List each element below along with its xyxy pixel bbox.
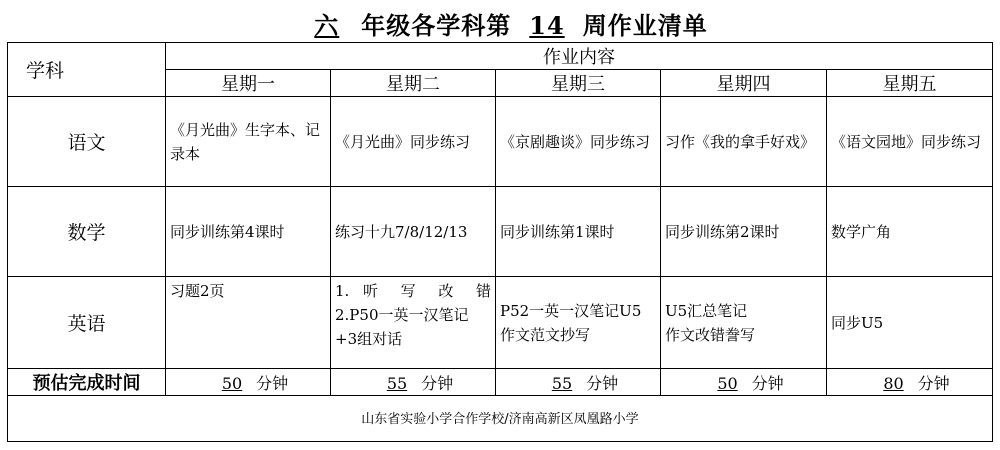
homework-line: U5汇总笔记 (665, 301, 748, 320)
homework-cell: 习作《我的拿手好戏》 (661, 97, 827, 187)
homework-cell: 同步训练第2课时 (661, 187, 827, 277)
homework-cell: 《月光曲》生字本、记录本 (166, 97, 331, 187)
time-value: 55 (551, 373, 573, 393)
school-footer: 山东省实验小学合作学校/济南高新区凤凰路小学 (361, 412, 639, 427)
day-header: 星期五 (827, 70, 993, 97)
homework-cell (827, 277, 993, 369)
time-cell (661, 369, 827, 396)
subject-english: 英语 (8, 277, 166, 369)
homework-cell: 数学广角 (827, 187, 993, 277)
time-value: 50 (221, 373, 243, 393)
time-unit: 分钟 (421, 373, 454, 393)
homework-line: 作文改错誊写 (665, 325, 756, 344)
homework-line: 同步U5 (831, 313, 884, 332)
time-cell (331, 369, 496, 396)
page-title (0, 6, 1000, 41)
table-row (8, 187, 993, 277)
time-cell (496, 369, 661, 396)
homework-line: 习题2页 (170, 282, 225, 300)
day-header: 星期一 (166, 70, 331, 97)
day-header: 星期二 (331, 70, 496, 97)
homework-cell (331, 277, 496, 369)
time-value: 50 (717, 373, 738, 393)
homework-cell: 《月光曲》同步练习 (331, 97, 496, 187)
time-unit: 分钟 (586, 373, 619, 393)
homework-table (7, 42, 993, 396)
time-label: 预估完成时间 (8, 369, 166, 396)
time-row (8, 369, 993, 396)
title-grade: 六 (314, 11, 340, 40)
subject-math: 数学 (8, 187, 166, 277)
time-cell (166, 369, 331, 396)
subject-chinese: 语文 (8, 97, 166, 187)
title-tail: 周作业清单 (582, 11, 708, 40)
homework-cell: 《语文园地》同步练习 (827, 97, 993, 187)
time-cell (827, 369, 993, 396)
day-header: 星期三 (496, 70, 661, 97)
time-unit: 分钟 (256, 373, 289, 393)
homework-line: 2.P50一英一汉笔记 (335, 306, 469, 324)
time-value: 80 (883, 373, 904, 393)
homework-cell: 《京剧趣谈》同步练习 (496, 97, 661, 187)
homework-cell (661, 277, 827, 369)
homework-cell: 同步训练第1课时 (496, 187, 661, 277)
title-week: 14 (529, 11, 565, 40)
homework-cell: 练习十九7/8/12/13 (331, 187, 496, 277)
homework-line: P52一英一汉笔记U5 (500, 301, 642, 320)
homework-line: 作文范文抄写 (500, 325, 591, 344)
homework-cell: 同步训练第4课时 (166, 187, 331, 277)
subject-header: 学科 (8, 43, 166, 97)
time-unit: 分钟 (751, 373, 784, 393)
homework-cell (496, 277, 661, 369)
homework-cell (166, 277, 331, 369)
time-value: 55 (386, 373, 408, 393)
table-row (8, 277, 993, 369)
day-header: 星期四 (661, 70, 827, 97)
time-unit: 分钟 (917, 373, 950, 393)
homework-line: +3组对话 (335, 330, 403, 348)
content-header: 作业内容 (166, 43, 993, 70)
title-mid: 年级各学科第 (361, 11, 512, 40)
table-row (8, 97, 993, 187)
homework-line: 1. 听 写 改 错 (335, 282, 491, 300)
